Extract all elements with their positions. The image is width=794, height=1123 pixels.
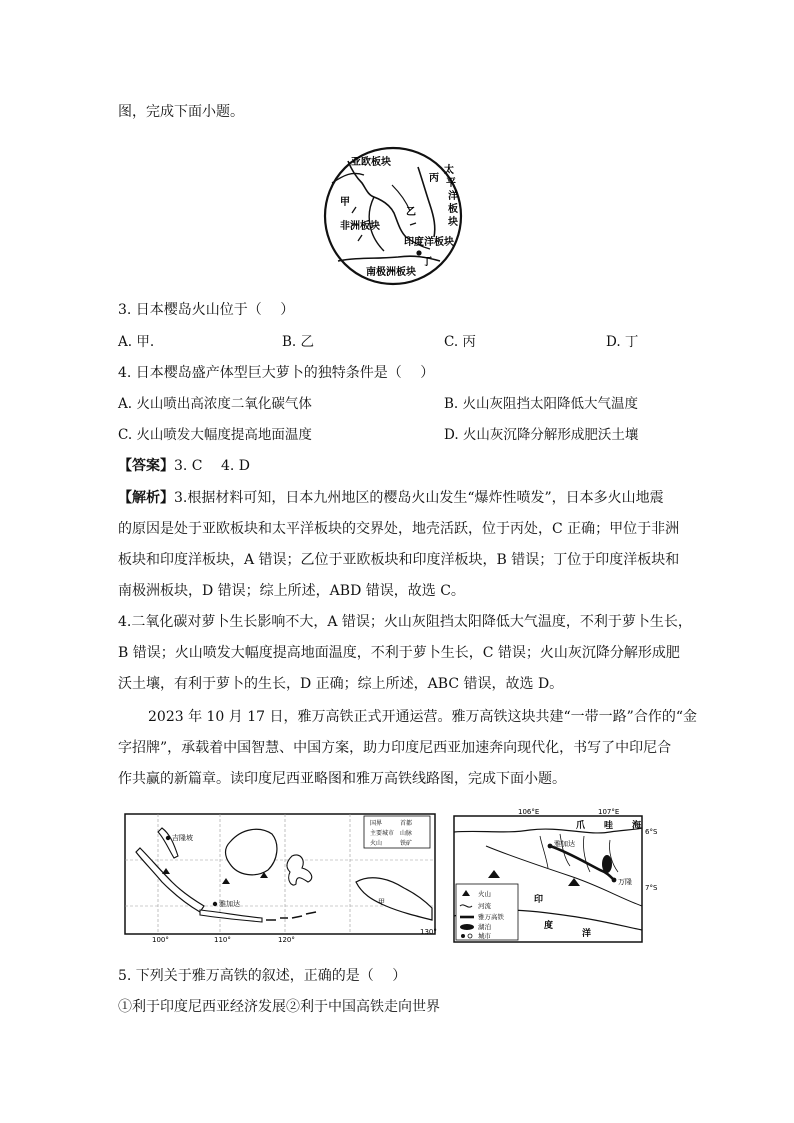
capital-marker-2: [213, 902, 217, 906]
legend-iron: 铁矿: [400, 840, 413, 847]
legend-capital: 首都: [400, 820, 413, 827]
bing-label: 丙: [429, 173, 439, 184]
pacific-plate-label-2: 平: [446, 178, 456, 189]
passage-line-2: 字招牌”，承载着中国智慧、中国方案，助力印度尼西亚加速奔向现代化，书写了中印尼合: [118, 740, 672, 756]
q3-option-a: A. 甲.: [118, 334, 155, 350]
bandung-marker: [612, 878, 617, 883]
q4-option-c: C. 火山喷发大幅度提高地面温度: [118, 427, 312, 443]
yi-label: 乙: [406, 207, 416, 218]
q3-option-c: C. 丙: [444, 334, 476, 350]
passage-line-1: 2023 年 10 月 17 日，雅万高铁正式开通运营。雅万高铁这块共建“一带一路”合作的“金: [148, 709, 697, 725]
analysis-line-7: 沃土壤，有利于萝卜的生长，D 正确；综上所述，ABC 错误，故选 D。: [118, 676, 564, 692]
jia-mark-label: 甲: [378, 898, 385, 906]
tick-107e: 107°E: [598, 808, 620, 816]
analysis-line-1: [118, 488, 664, 508]
q4-option-a: A. 火山喷出高浓度二氧化碳气体: [118, 396, 312, 412]
plate-map: [322, 145, 464, 287]
globe-outline: [325, 148, 461, 284]
analysis-text-1: 3.根据材料可知，日本九州地区的樱岛火山发生“爆炸性喷发”，日本多火山地震: [174, 490, 664, 506]
legend-border: 国界: [370, 820, 383, 827]
legend-lake-icon: [460, 924, 474, 930]
legend-city: 城市: [478, 932, 491, 940]
eurasian-plate-label: 亚欧板块: [351, 157, 391, 168]
legend-mountain: 山脉: [400, 830, 413, 837]
analysis-tag: 【解析】: [118, 490, 174, 506]
analysis-line-3: 板块和印度洋板块，A 错误；乙位于亚欧板块和印度洋板块，B 错误；丁位于印度洋板块和: [118, 552, 680, 568]
q3-stem: 3. 日本樱岛火山位于（ ）: [118, 302, 295, 318]
tick-106e: 106°E: [518, 808, 540, 816]
yawan-railway-map: [450, 806, 676, 946]
intro-text: 图，完成下面小题。: [118, 104, 244, 120]
ocean-label-3: 洋: [582, 929, 592, 939]
bandung-label: 万隆: [618, 878, 632, 886]
analysis-line-6: B 错误；火山喷发大幅度提高地面温度，不利于萝卜生长，C 错误；火山灰沉降分解形成肥: [118, 645, 680, 661]
legend-railway: 雅万高铁: [478, 913, 504, 921]
tick-7s: 7°S: [645, 884, 658, 892]
answer-line: [118, 456, 250, 476]
q4-stem: 4. 日本樱岛盛产体型巨大萝卜的独特条件是（ ）: [118, 365, 435, 381]
jakarta-label: 雅加达: [219, 900, 240, 908]
jia-label: 甲: [340, 197, 350, 208]
sea-label-3: 海: [632, 821, 642, 831]
passage-line-3: 作共赢的新篇章。读印度尼西亚略图和雅万高铁线路图，完成下面小题。: [118, 771, 566, 787]
lon-tick-110: 110°: [214, 936, 231, 944]
q5-stem: 5. 下列关于雅万高铁的叙述，正确的是（ ）: [118, 968, 407, 984]
legend-city-icon: [461, 934, 465, 938]
pacific-plate-label-4: 板: [448, 204, 458, 215]
legend-volcano: 火山: [478, 890, 491, 898]
indonesia-map: [120, 808, 442, 944]
ocean-label-1: 印: [534, 895, 544, 905]
legend-city-icon-2: [468, 934, 472, 938]
pacific-plate-label-3: 洋: [448, 191, 458, 202]
legend-lake: 湖泊: [478, 923, 491, 931]
legend-volcano: 火山: [370, 840, 383, 847]
pacific-plate-label-1: 太: [444, 165, 454, 176]
indian-plate-label: 印度洋板块: [404, 237, 454, 248]
analysis-line-2: 的原因是处于亚欧板块和太平洋板块的交界处，地壳活跃，位于丙处，C 正确；甲位于非洲: [118, 521, 680, 537]
pacific-plate-label-5: 块: [448, 217, 458, 228]
legend-city: 主要城市: [370, 830, 395, 837]
point-marker: [416, 250, 421, 255]
lon-tick-130: 130°: [420, 928, 437, 936]
jakarta-marker: [548, 844, 553, 849]
jakarta-label: 雅加达: [554, 840, 575, 848]
antarctic-plate-label: 南极洲板块: [366, 267, 416, 278]
kuala-lumpur-label: 吉隆坡: [172, 834, 193, 842]
tick-6s: 6°S: [645, 828, 658, 836]
legend-river: 河流: [478, 902, 491, 910]
african-plate-label: 非洲板块: [340, 221, 380, 232]
q4-option-d: D. 火山灰沉降分解形成肥沃土壤: [444, 427, 639, 443]
q3-option-b: B. 乙: [282, 334, 315, 350]
ding-label: 丁: [422, 257, 432, 268]
sea-label-1: 爪: [576, 821, 586, 831]
lon-tick-120: 120°: [278, 936, 295, 944]
capital-marker-1: [166, 836, 170, 840]
q4-option-b: B. 火山灰阻挡太阳降低大气温度: [444, 396, 639, 412]
q3-option-d: D. 丁: [606, 334, 639, 350]
sea-label-2: 哇: [604, 821, 614, 831]
q5-statement: ①利于印度尼西亚经济发展②利于中国高铁走向世界: [118, 999, 440, 1015]
lon-tick-100: 100°: [152, 936, 169, 944]
answer-text: 3. C 4. D: [174, 458, 251, 474]
answer-tag: 【答案】: [118, 458, 174, 474]
lake-shape: [602, 855, 612, 873]
analysis-line-4: 南极洲板块，D 错误；综上所述，ABD 错误，故选 C。: [118, 583, 465, 599]
ocean-label-2: 度: [544, 921, 554, 931]
analysis-line-5: 4.二氧化碳对萝卜生长影响不大，A 错误；火山灰阻挡太阳降低大气温度，不利于萝卜生长，: [118, 614, 692, 630]
